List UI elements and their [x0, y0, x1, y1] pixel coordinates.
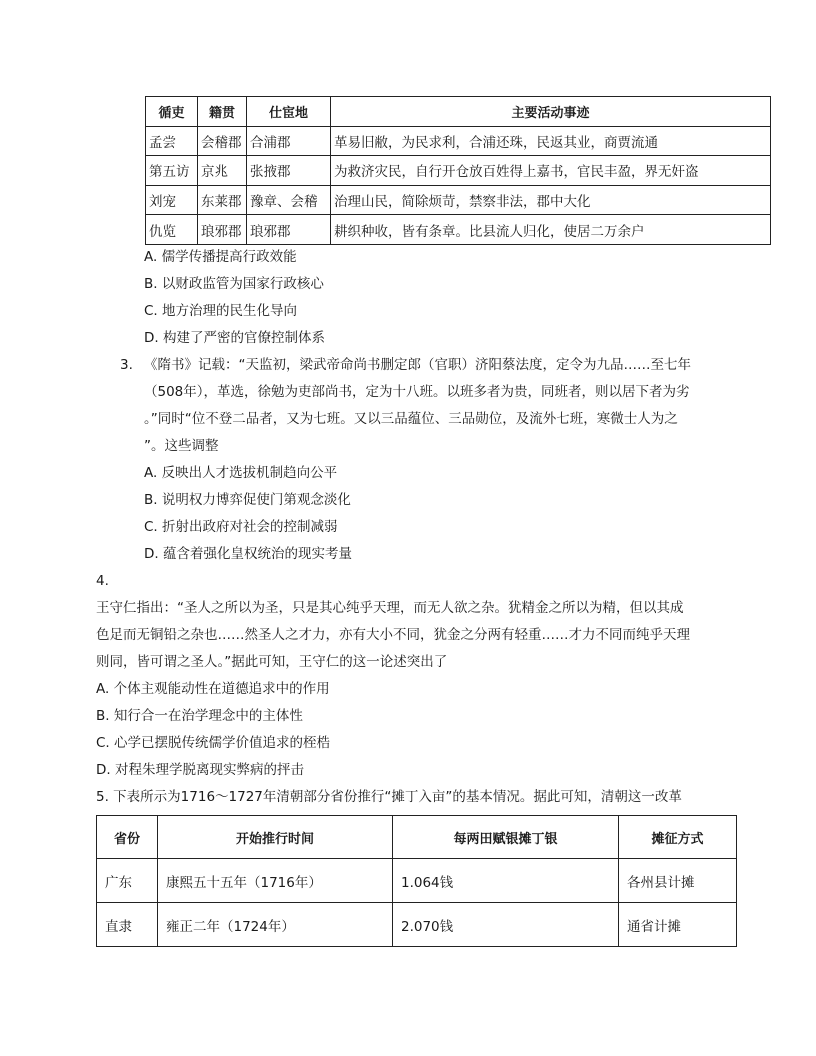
q4-number: 4.	[96, 573, 109, 589]
q3-stem-line: （508年），革选，徐勉为吏部尚书，定为十八班。以班多者为贵，同班者，则以居下者为劣	[144, 384, 690, 400]
table-cell: 治理山民，简除烦苛，禁察非法，郡中大化	[331, 185, 771, 215]
table-cell: 为救济灾民，自行开仓放百姓得上嘉书，官民丰盈，界无奸盗	[331, 156, 771, 186]
table-cell: 1.064钱	[393, 859, 619, 903]
table-cell: 广东	[97, 859, 158, 903]
q2-option-b: B. 以财政监管为国家行政核心	[144, 276, 324, 292]
q4-option-b: B. 知行合一在治学理念中的主体性	[96, 708, 303, 724]
table-cell: 东莱郡	[198, 185, 247, 215]
table-header-cell: 省份	[97, 816, 158, 859]
table-cell: 张掖郡	[247, 156, 331, 186]
table-row	[97, 859, 737, 903]
tax-reform-table	[96, 815, 737, 947]
q4-stem-line: 色足而无铜铅之杂也……然圣人之才力，亦有大小不同，犹金之分两有轻重……才力不同而纯乎天理	[96, 627, 690, 643]
table-header-cell: 籍贯	[198, 97, 247, 127]
table-cell: 耕织种收，皆有条章。比县流人归化，使居二万余户	[331, 215, 771, 245]
table-cell: 直隶	[97, 903, 158, 947]
table-header-cell: 开始推行时间	[158, 816, 393, 859]
q3-option-a: A. 反映出人才选拔机制趋向公平	[144, 465, 338, 481]
table-cell: 琅邪郡	[198, 215, 247, 245]
table-header-cell: 循吏	[146, 97, 198, 127]
q5-stem: 5. 下表所示为1716～1727年清朝部分省份推行“摊丁入亩”的基本情况。据此可知，清朝这一改革	[96, 789, 682, 805]
q4-option-c: C. 心学已摆脱传统儒学价值追求的桎梏	[96, 735, 331, 751]
q3-stem-line: 。”同时“位不登二品者，又为七班。又以三品蕴位、三品勋位，及流外七班，寒微士人为之	[144, 411, 678, 427]
table-cell: 京兆	[198, 156, 247, 186]
table-cell: 第五访	[146, 156, 198, 186]
table-row	[97, 903, 737, 947]
table-header-cell: 摊征方式	[619, 816, 737, 859]
q3-option-c: C. 折射出政府对社会的控制减弱	[144, 519, 338, 535]
q3-number: 3.	[120, 357, 133, 373]
table-header-cell: 主要活动事迹	[331, 97, 771, 127]
table-cell: 雍正二年（1724年）	[158, 903, 393, 947]
table-cell: 康熙五十五年（1716年）	[158, 859, 393, 903]
table-cell: 2.070钱	[393, 903, 619, 947]
table-header-cell: 每两田赋银摊丁银	[393, 816, 619, 859]
q4-option-d: D. 对程朱理学脱离现实弊病的抨击	[96, 762, 304, 778]
table-row	[146, 215, 771, 245]
q2-option-a: A. 儒学传播提高行政效能	[144, 249, 297, 265]
table-cell: 通省计摊	[619, 903, 737, 947]
table-cell: 合浦郡	[247, 126, 331, 156]
q3-option-d: D. 蕴含着强化皇权统治的现实考量	[144, 546, 352, 562]
table-cell: 豫章、会稽	[247, 185, 331, 215]
table-cell: 各州县计摊	[619, 859, 737, 903]
table-header-row	[97, 816, 737, 859]
table-row	[146, 156, 771, 186]
q2-option-c: C. 地方治理的民生化导向	[144, 303, 298, 319]
table-row	[146, 185, 771, 215]
table-header-row	[146, 97, 771, 127]
table-cell: 革易旧敝，为民求利，合浦还珠，民返其业，商贾流通	[331, 126, 771, 156]
q4-option-a: A. 个体主观能动性在道德追求中的作用	[96, 681, 330, 697]
q4-stem-line: 则同，皆可谓之圣人。”据此可知，王守仁的这一论述突出了	[96, 654, 448, 670]
officials-table	[145, 96, 771, 245]
table-cell: 仇览	[146, 215, 198, 245]
table-cell: 刘宠	[146, 185, 198, 215]
q3-stem-line: 《隋书》记载：“天监初，梁武帝命尚书删定郎（官职）济阳蔡法度，定令为九品……至七年	[144, 357, 691, 373]
q2-option-d: D. 构建了严密的官僚控制体系	[144, 330, 325, 346]
table-cell: 会稽郡	[198, 126, 247, 156]
q4-stem-line: 王守仁指出：“圣人之所以为圣，只是其心纯乎天理，而无人欲之杂。犹精金之所以为精，但以其成	[96, 600, 684, 616]
q3-option-b: B. 说明权力博弈促使门第观念淡化	[144, 492, 351, 508]
q3-stem-line: ”。这些调整	[144, 438, 219, 454]
table-cell: 孟尝	[146, 126, 198, 156]
table-header-cell: 仕宦地	[247, 97, 331, 127]
table-cell: 琅邪郡	[247, 215, 331, 245]
table-row	[146, 126, 771, 156]
